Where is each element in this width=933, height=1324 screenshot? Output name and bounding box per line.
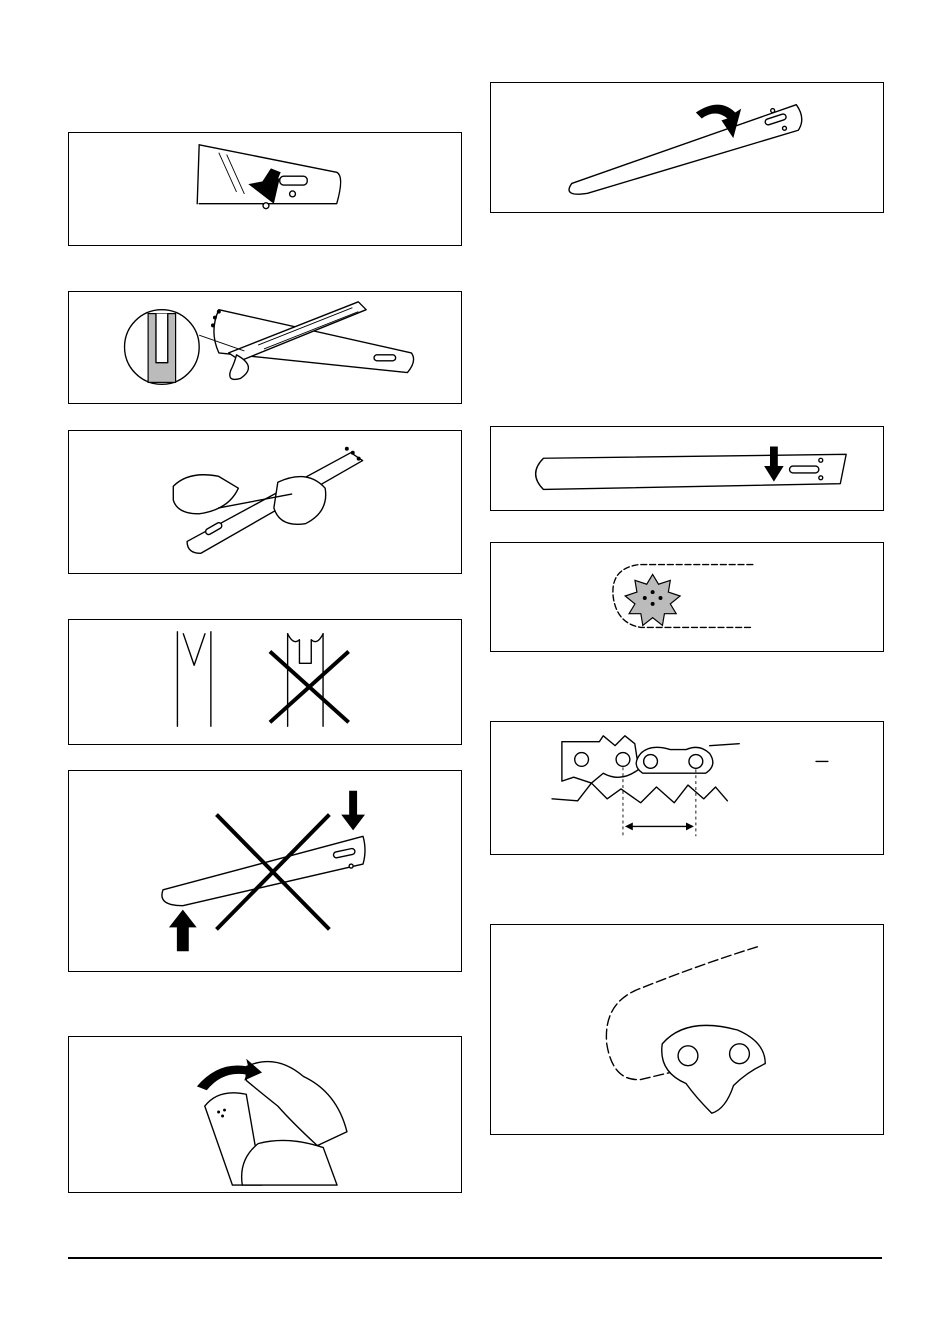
up-arrow-icon <box>169 910 197 952</box>
sprocket-icon <box>625 574 680 625</box>
turn-bar-over-figure <box>490 82 884 213</box>
bar-hole-illustration <box>69 133 461 245</box>
drive-link-icon <box>662 1025 766 1113</box>
hand-file-bar-figure <box>68 430 462 574</box>
chain-pitch-figure <box>490 721 884 855</box>
bar-marking-figure <box>490 426 884 511</box>
bar-incorrect-flatten-figure <box>68 770 462 972</box>
footer-divider <box>68 1257 882 1259</box>
down-arrow-icon <box>341 791 365 831</box>
file-bar-rails-figure <box>68 291 462 404</box>
chain-around-sprocket-figure <box>490 542 884 652</box>
bar-lubrication-hole-figure <box>68 132 462 246</box>
rail-wear-comparison-figure <box>68 619 462 745</box>
bar-flex-check-figure <box>68 1036 462 1193</box>
chain-drive-link-figure <box>490 924 884 1135</box>
